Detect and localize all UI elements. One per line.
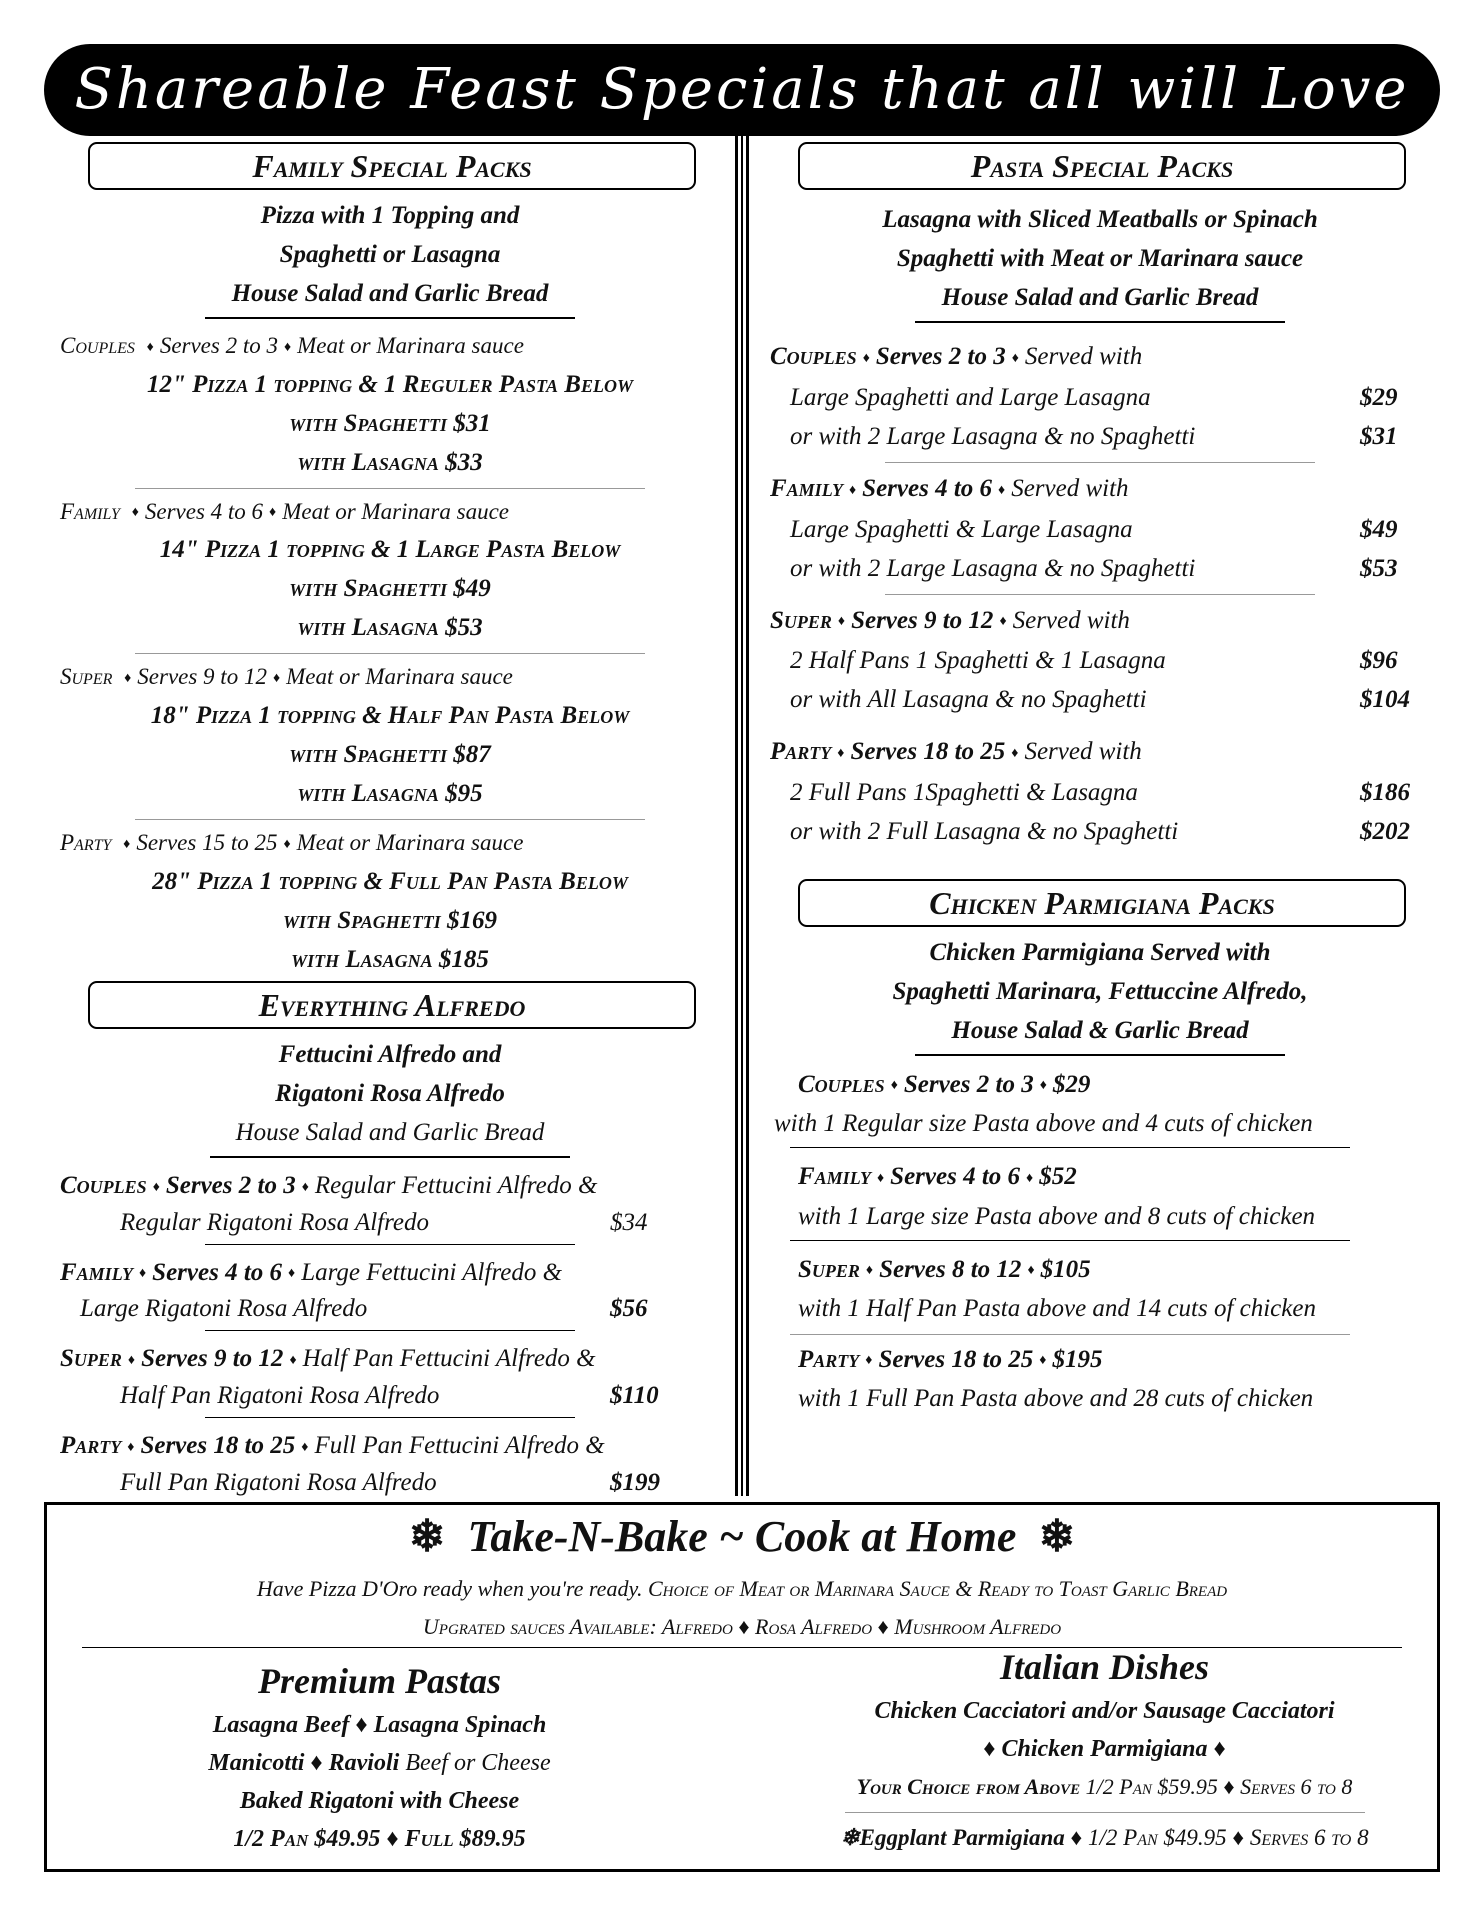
alfredo-section-title: Everything Alfredo	[88, 981, 696, 1029]
rule	[135, 819, 645, 820]
pasta-item-super: Super ♦ Serves 9 to 12 ♦ Served with 2 Half Pans 1 Spaghetti & 1 Lasagna $96 or with All Lasagna & no Spaghetti $104	[770, 606, 1410, 714]
left-column	[60, 136, 720, 1500]
chicken-item-family: Family ♦ Serves 4 to 6 ♦ $52 with 1 Large size Pasta above and 8 cuts of chicken	[798, 1163, 1316, 1230]
rule	[205, 1417, 575, 1418]
italian-dishes: Italian Dishes Chicken Cacciatori and/or Sausage Cacciatori ♦ Chicken Parmigiana ♦ Your Choice from Above 1/2 Pan $59.95 ♦ Serves 6 to 8 ❄Eggplant Parmigiana ♦ 1/2 Pan $49.95 ♦ Serves 6 to 8	[840, 1647, 1369, 1850]
family-section-title: Family Special Packs	[88, 142, 696, 190]
rule	[790, 1240, 1350, 1241]
alfredo-item-family: Family ♦ Serves 4 to 6 ♦ Large Fettucini Alfredo & Large Rigatoni Rosa Alfredo $56	[60, 1258, 648, 1323]
family-item-party: Party ♦ Serves 15 to 25 ♦ Meat or Marinara sauce 28" Pizza 1 topping & Full Pan Pasta Below with Spaghetti $169 with Lasagna $185	[60, 830, 628, 973]
pasta-item-couples: Couples ♦ Serves 2 to 3 ♦ Served with Large Spaghetti and Large Lasagna $29 or with 2 Large Lasagna & no Spaghetti $31	[770, 343, 1398, 450]
alfredo-item-super: Super ♦ Serves 9 to 12 ♦ Half Pan Fettucini Alfredo & Half Pan Rigatoni Rosa Alfredo $110	[60, 1345, 659, 1410]
premium-pastas: Premium Pastas Lasagna Beef ♦ Lasagna Spinach Manicotti ♦ Ravioli Beef or Cheese Baked Rigatoni with Cheese 1/2 Pan $49.95 ♦ Full $89.95	[208, 1661, 551, 1852]
rule	[205, 1330, 575, 1331]
spacer	[885, 725, 1315, 726]
chicken-section-title: Chicken Parmigiana Packs	[798, 879, 1406, 927]
alfredo-intro: Fettucini Alfredo and Rigatoni Rosa Alfredo	[275, 1040, 505, 1107]
family-intro: Pizza with 1 Topping and Spaghetti or Lasagna House Salad and Garlic Bread	[231, 202, 549, 307]
rule	[135, 488, 645, 489]
chicken-intro: Chicken Parmigiana Served with Spaghetti Marinara, Fettuccine Alfredo, House Salad & Garlic Bread	[892, 939, 1308, 1045]
take-n-bake-title: ❄ Take-N-Bake ~ Cook at Home ❄	[408, 1512, 1076, 1561]
rule	[790, 1334, 1350, 1335]
rule	[205, 317, 575, 319]
rule	[790, 1147, 1350, 1148]
column-divider	[735, 136, 749, 1496]
pasta-intro: Lasagna with Sliced Meatballs or Spinach Spaghetti with Meat or Marinara sauce House Salad and Garlic Bread	[882, 206, 1318, 311]
rule	[885, 462, 1315, 463]
rule	[135, 653, 645, 654]
pasta-item-family: Family ♦ Serves 4 to 6 ♦ Served with Large Spaghetti & Large Lasagna $49 or with 2 Large Lasagna & no Spaghetti $53	[770, 474, 1398, 582]
family-item-couples: Couples ♦ Serves 2 to 3 ♦ Meat or Marinara sauce 12" Pizza 1 topping & 1 Reguler Pasta Below with Spaghetti $31 with Lasagna $33	[60, 333, 633, 476]
rule	[210, 1156, 570, 1158]
family-item-super: Super ♦ Serves 9 to 12 ♦ Meat or Marinara sauce 18" Pizza 1 topping & Half Pan Pasta Below with Spaghetti $87 with Lasagna $95	[60, 664, 630, 808]
alfredo-intro-plain: House Salad and Garlic Bread	[235, 1118, 545, 1146]
take-n-bake-line1: Have Pizza D'Oro ready when you're ready. Choice of Meat or Marinara Sauce & Ready to Toast Garlic Bread	[256, 1576, 1228, 1601]
family-item-family: Family ♦ Serves 4 to 6 ♦ Meat or Marinara sauce 14" Pizza 1 topping & 1 Large Pasta Below with Spaghetti $49 with Lasagna $53	[60, 498, 621, 642]
pasta-item-party: Party ♦ Serves 18 to 25 ♦ Served with 2 Full Pans 1Spaghetti & Lasagna $186 or with 2 Full Lasagna & no Spaghetti $202	[770, 738, 1410, 846]
rule	[915, 1054, 1285, 1056]
pasta-section-title: Pasta Special Packs	[798, 142, 1406, 190]
banner-title: Shareable Feast Specials that all will Love	[44, 44, 1440, 136]
take-n-bake-line2: Upgrated sauces Available: Alfredo ♦ Rosa Alfredo ♦ Mushroom Alfredo	[422, 1614, 1062, 1639]
chicken-item-couples: Couples ♦ Serves 2 to 3 ♦ $29 with 1 Regular size Pasta above and 4 cuts of chicken	[774, 1071, 1313, 1138]
alfredo-item-couples: Couples ♦ Serves 2 to 3 ♦ Regular Fettucini Alfredo & Regular Rigatoni Rosa Alfredo $34	[60, 1171, 648, 1236]
chicken-item-super: Super ♦ Serves 8 to 12 ♦ $105 with 1 Half Pan Pasta above and 14 cuts of chicken	[798, 1255, 1316, 1322]
rule	[205, 1244, 575, 1245]
rule	[885, 594, 1315, 595]
chicken-item-party: Party ♦ Serves 18 to 25 ♦ $195 with 1 Full Pan Pasta above and 28 cuts of chicken	[798, 1345, 1314, 1413]
right-column	[770, 136, 1430, 1418]
rule	[915, 321, 1285, 323]
alfredo-item-party: Party ♦ Serves 18 to 25 ♦ Full Pan Fettucini Alfredo & Full Pan Rigatoni Rosa Alfredo $199	[60, 1432, 660, 1496]
take-n-bake-box	[44, 1502, 1440, 1872]
